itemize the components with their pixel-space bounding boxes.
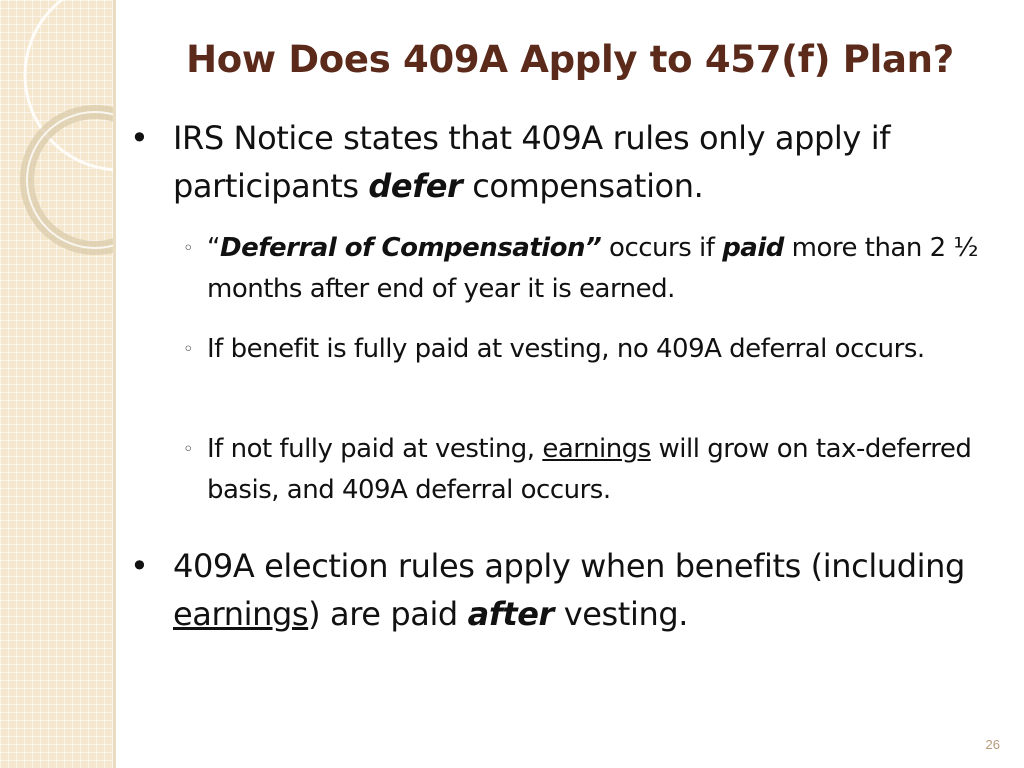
sub-bullet-text-part: will grow on tax-deferred basis, and 409A deferral occurs. [207,434,972,505]
sub-bullet-text-part: If not fully paid at vesting, [207,434,543,464]
bullet-marker: • [130,119,149,157]
sub-bullet-marker: ◦ [183,339,194,360]
bullet-text-part: compensation. [462,167,704,205]
sub-bullet-item [183,329,1013,370]
decorative-side-panel [0,0,113,768]
slide-title: How Does 409A Apply to 457(f) Plan? [186,38,954,81]
sub-bullet-item [183,429,1013,511]
bullet-text [173,542,1015,638]
bullet-text-part: IRS Notice states that 409A rules only apply if participants [173,119,891,205]
sub-bullet-text-part: If benefit is fully paid at vesting, no 409A deferral occurs. [207,334,925,364]
sub-bullet-text [207,429,1013,511]
bullet-text-part: 409A election rules apply when benefits (including [173,547,965,585]
bullet-emphasis: after [467,595,554,633]
sub-bullet-text-part: “ [207,233,220,263]
bullet-text-part: vesting. [553,595,689,633]
bullet-text [173,114,1015,210]
sub-bullet-marker: ◦ [183,238,194,259]
sub-bullet-emphasis: Deferral of Compensation” [219,233,602,263]
bullet-text-part: ) are paid [308,595,468,633]
side-divider [113,0,116,768]
page-number: 26 [985,737,1000,752]
sub-bullet-text [207,228,1013,310]
sub-bullet-emphasis: paid [722,233,784,263]
bullet-item [130,114,1015,210]
decorative-circles-graphic [0,0,113,768]
sub-bullet-text-part: occurs if [601,233,723,263]
sub-bullet-text-part: more than 2 ½ months after end of year it is earned. [207,233,979,304]
sub-bullet-underlined: earnings [542,434,651,464]
sub-bullet-item [183,228,1013,310]
sub-bullet-text [207,329,1013,370]
bullet-underlined: earnings [173,595,309,633]
bullet-emphasis: defer [368,167,463,205]
bullet-item [130,542,1015,638]
bullet-marker: • [130,547,149,585]
sub-bullet-marker: ◦ [183,439,194,460]
